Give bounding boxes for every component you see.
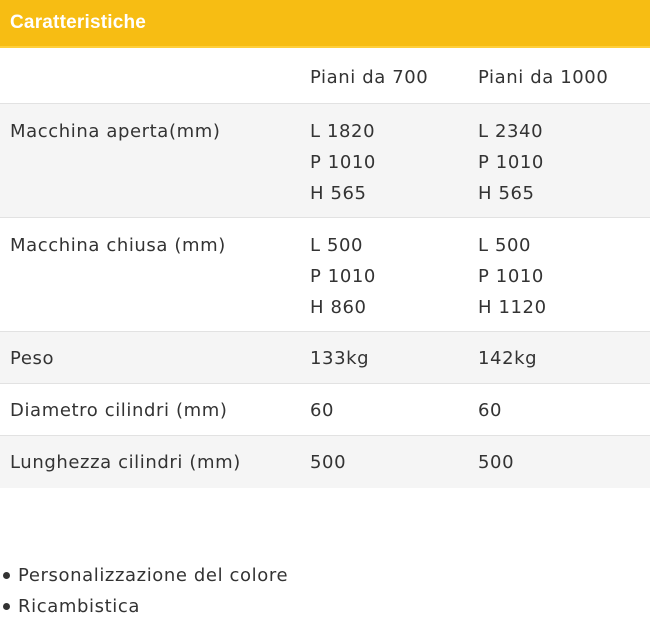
table-row xyxy=(0,218,650,332)
value-line: H 565 xyxy=(478,183,535,204)
bullet-icon xyxy=(3,603,10,610)
list-item-label: Personalizzazione del colore xyxy=(18,565,289,586)
value-line: H 565 xyxy=(310,183,367,204)
value-line: P 1010 xyxy=(478,266,544,287)
value-line: P 1010 xyxy=(478,152,544,173)
row-label: Macchina aperta(mm) xyxy=(10,121,221,142)
row-label: Macchina chiusa (mm) xyxy=(10,235,226,256)
cell-values-700 xyxy=(310,116,376,209)
value-line: L 500 xyxy=(478,235,532,256)
column-header-piani-1000: Piani da 1000 xyxy=(478,67,609,88)
row-label: Diametro cilindri (mm) xyxy=(10,400,228,421)
cell-value-700: 500 xyxy=(310,452,347,473)
cell-value-1000: 500 xyxy=(478,452,515,473)
table-row xyxy=(0,104,650,218)
table-row xyxy=(0,384,650,436)
cell-values-1000 xyxy=(478,230,547,323)
list-item-label: Ricambistica xyxy=(18,596,140,617)
column-header-piani-700: Piani da 700 xyxy=(310,67,429,88)
row-label: Peso xyxy=(10,348,55,369)
value-line: P 1010 xyxy=(310,266,376,287)
row-label: Lunghezza cilindri (mm) xyxy=(10,452,241,473)
options-list xyxy=(0,560,288,622)
cell-value-1000: 142kg xyxy=(478,348,538,369)
table-row xyxy=(0,436,650,488)
value-line: H 1120 xyxy=(478,297,547,318)
list-item xyxy=(0,591,288,622)
value-line: P 1010 xyxy=(310,152,376,173)
cell-value-1000: 60 xyxy=(478,400,503,421)
list-item xyxy=(0,560,288,591)
table-row xyxy=(0,332,650,384)
value-line: L 500 xyxy=(310,235,364,256)
cell-values-700 xyxy=(310,230,376,323)
cell-value-700: 133kg xyxy=(310,348,370,369)
cell-value-700: 60 xyxy=(310,400,335,421)
table-header-row xyxy=(0,52,650,104)
bullet-icon xyxy=(3,572,10,579)
specs-table xyxy=(0,52,650,488)
section-title: Caratteristiche xyxy=(10,12,147,33)
cell-values-1000 xyxy=(478,116,544,209)
value-line: L 2340 xyxy=(478,121,544,142)
section-header xyxy=(0,0,650,48)
value-line: L 1820 xyxy=(310,121,376,142)
value-line: H 860 xyxy=(310,297,367,318)
